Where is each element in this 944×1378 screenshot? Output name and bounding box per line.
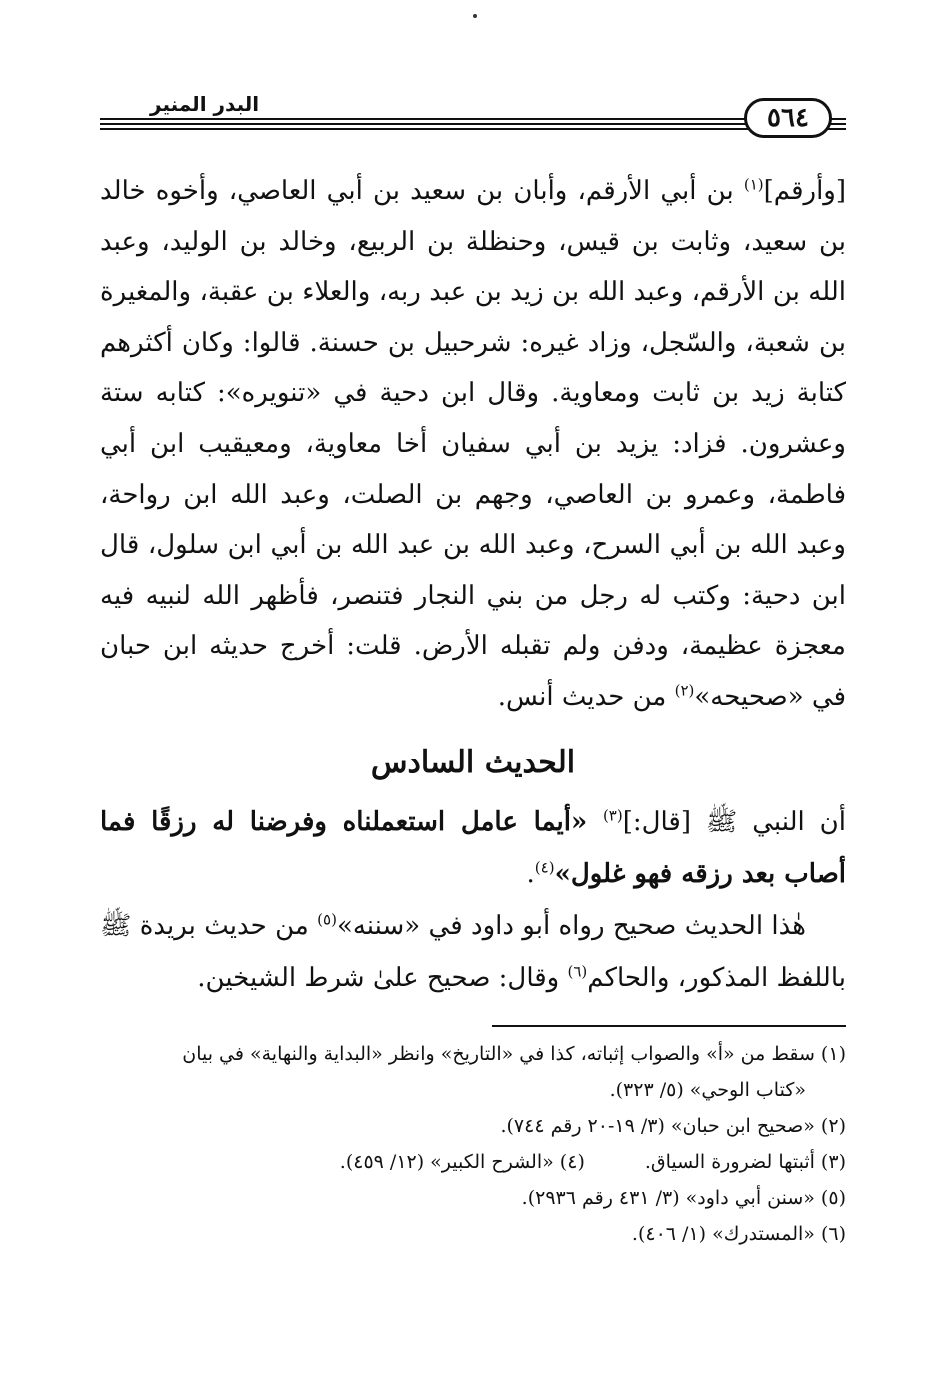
footnote-5: (٥) «سنن أبي داود» (٣/ ٤٣١ رقم ٢٩٣٦).	[521, 1187, 846, 1209]
page-header	[100, 92, 846, 138]
footnote-ref: (٢)	[674, 681, 695, 700]
footnotes	[100, 1036, 846, 1252]
paragraph-text: بن أبي الأرقم، وأبان بن سعيد بن أبي العاصي، وأخوه خالد بن سعيد، وثابت بن قيس، وحنظلة بن الربيع، وخالد بن الوليد، وعبد الله بن الأرقم، وعبد الله بن زيد بن عبد ربه، والعلاء بن عقبة، والمغيرة بن شعبة، والسّجل، وزاد غيره: شرحبيل بن حسنة. قالوا: وكان أكثرهم كتابة زيد بن ثابت ومعاوية. وقال ابن دحية في «تنويره»: كتابه ستة وعشرون. فزاد: يزيد بن أبي سفيان أخا معاوية، ومعيقيب ابن أبي فاطمة، وعمرو بن العاصي، وجهم بن الصلت، وعبد الله ابن رواحة، وعبد الله بن أبي السرح، وعبد الله بن عبد الله بن أبي ابن سلول، قال ابن دحية: وكتب له رجل من بني النجار فتنصر، فأظهر الله لنبيه فيه معجزة عظيمة، ودفن ولم تقبله الأرض. قلت: أخرج حديثه ابن حبان في «صحيحه»	[100, 176, 846, 712]
footnote-2: (٢) «صحيح ابن حبان» (٣/ ١٩-٢٠ رقم ٧٤٤).	[500, 1115, 846, 1137]
hadith-block	[100, 796, 846, 1004]
header-rule	[100, 128, 846, 130]
paragraph	[100, 166, 846, 723]
running-title: البدر المنير	[142, 92, 267, 116]
header-rule	[100, 118, 846, 120]
hadith-end: .	[526, 859, 535, 889]
hadith-quote: «أيما عامل استعملناه وفرضنا له رزقًا فما أصاب بعد رزقه فهو غلول»	[100, 807, 846, 889]
footnote-ref: (١)	[743, 175, 764, 194]
footnote-row	[100, 1144, 846, 1180]
header-rule	[100, 123, 846, 125]
paragraph-end: من حديث أنس.	[497, 681, 675, 712]
section-heading: الحديث السادس	[370, 745, 576, 780]
footnote-1-cont: «كتاب الوحي» (٥/ ٣٢٣).	[609, 1079, 806, 1101]
commentary-a: هٰذا الحديث صحيح رواه أبو داود في «سننه»	[336, 911, 806, 941]
commentary-b: من حديث بريدة ﷺ باللفظ المذكور، والحاكم	[100, 911, 846, 993]
footnote-ref: (٣)	[602, 806, 623, 825]
footnote-divider	[492, 1025, 846, 1027]
hadith-text	[100, 796, 846, 900]
main-paragraph	[100, 166, 846, 723]
footnote-6: (٦) «المستدرك» (١/ ٤٠٦).	[631, 1223, 846, 1245]
footnote-ref: (٤)	[534, 858, 555, 877]
hadith-intro: أن النبي ﷺ [قال:]	[622, 807, 846, 837]
page-number: ٥٦٤	[744, 98, 832, 138]
footnote-1: (١) سقط من «أ» والصواب إثباته، كذا في «التاريخ» وانظر «البداية والنهاية» في بيان	[182, 1043, 846, 1065]
footnote-4: (٤) «الشرح الكبير» (١٢/ ٤٥٩).	[339, 1151, 585, 1173]
footnote-3: (٣) أثبتها لضرورة السياق.	[644, 1151, 846, 1173]
commentary-text	[100, 900, 846, 1004]
footnote-ref: (٥)	[317, 910, 337, 929]
bracket-text: [وأرقم]	[763, 176, 846, 206]
commentary-c: وقال: صحيح علىٰ شرط الشيخين.	[197, 963, 568, 993]
footnote-ref: (٦)	[567, 962, 588, 981]
page-mark	[473, 14, 477, 18]
